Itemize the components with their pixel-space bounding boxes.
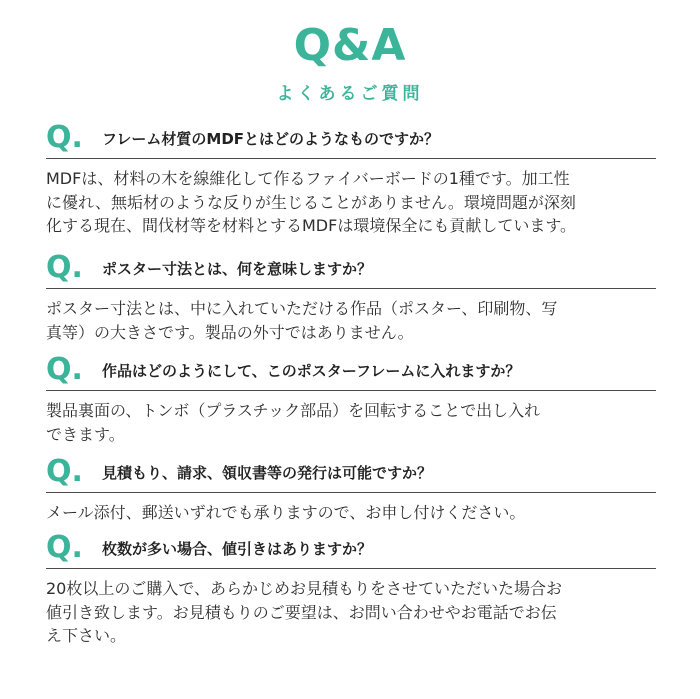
q-mark-icon: Q. [46,530,83,565]
q-mark-icon: Q. [46,454,83,489]
answer-line: 化する現在、間伐材等を材料とするMDFは環境保全にも貢献しています。 [46,216,577,235]
question-text: 作品はどのようにして、このポスターフレームに入れますか？ [102,362,521,380]
q-mark-icon: Q. [46,120,83,155]
question-text: 枚数が多い場合、値引きはありますか？ [102,540,373,558]
question-text: 見積もり、請求、領収書等の発行は可能ですか？ [102,464,433,482]
answer-line: え下さい。 [46,626,127,645]
answer-line: できます。 [46,424,125,444]
answer-line: ポスター寸法とは、中に入れていただける作品（ポスター、印刷物、写 [46,299,558,318]
answer-line: MDFは、材料の木を線維化して作るファイバーボードの1種です。加工性 [46,169,570,188]
answer-text [46,297,656,344]
page-subtitle: よくあるご質問 [276,84,424,104]
answer-text [46,399,656,446]
faq-item [46,532,656,648]
q-mark-icon: Q. [46,250,83,285]
question-text: ポスター寸法とは、何を意味しますか？ [102,260,373,278]
answer-text [46,577,656,648]
question-row [46,252,656,289]
question-row [46,122,656,159]
answer-line: 製品裏面の、トンボ（プラスチック部品）を回転することで出し入れ [46,401,541,420]
faq-item [46,122,656,238]
answer-text [46,167,656,238]
answer-line: 20枚以上のご購入で、あらかじめお見積もりをさせていただいた場合お [46,579,563,598]
faq-item [46,354,656,446]
answer-line: に優れ、無垢材のような反りが生じることがありません。環境問題が深刻 [46,192,576,212]
answer-line: 値引き致します。お見積もりのご要望は、お問い合わせやお電話でお伝 [46,602,557,622]
question-row [46,354,656,391]
answer-text [46,501,656,525]
faq-item [46,456,656,525]
question-row [46,532,656,569]
answer-line: メール添付、郵送いずれでも承りますので、お申し付けください。 [46,503,526,522]
page-title: Q&A [293,20,407,71]
question-row [46,456,656,493]
answer-line: 真等）の大きさです。製品の外寸ではありません。 [46,322,414,342]
question-text: フレーム材質のMDFとはどのようなものですか？ [102,130,440,148]
q-mark-icon: Q. [46,352,83,387]
faq-item [46,252,656,344]
